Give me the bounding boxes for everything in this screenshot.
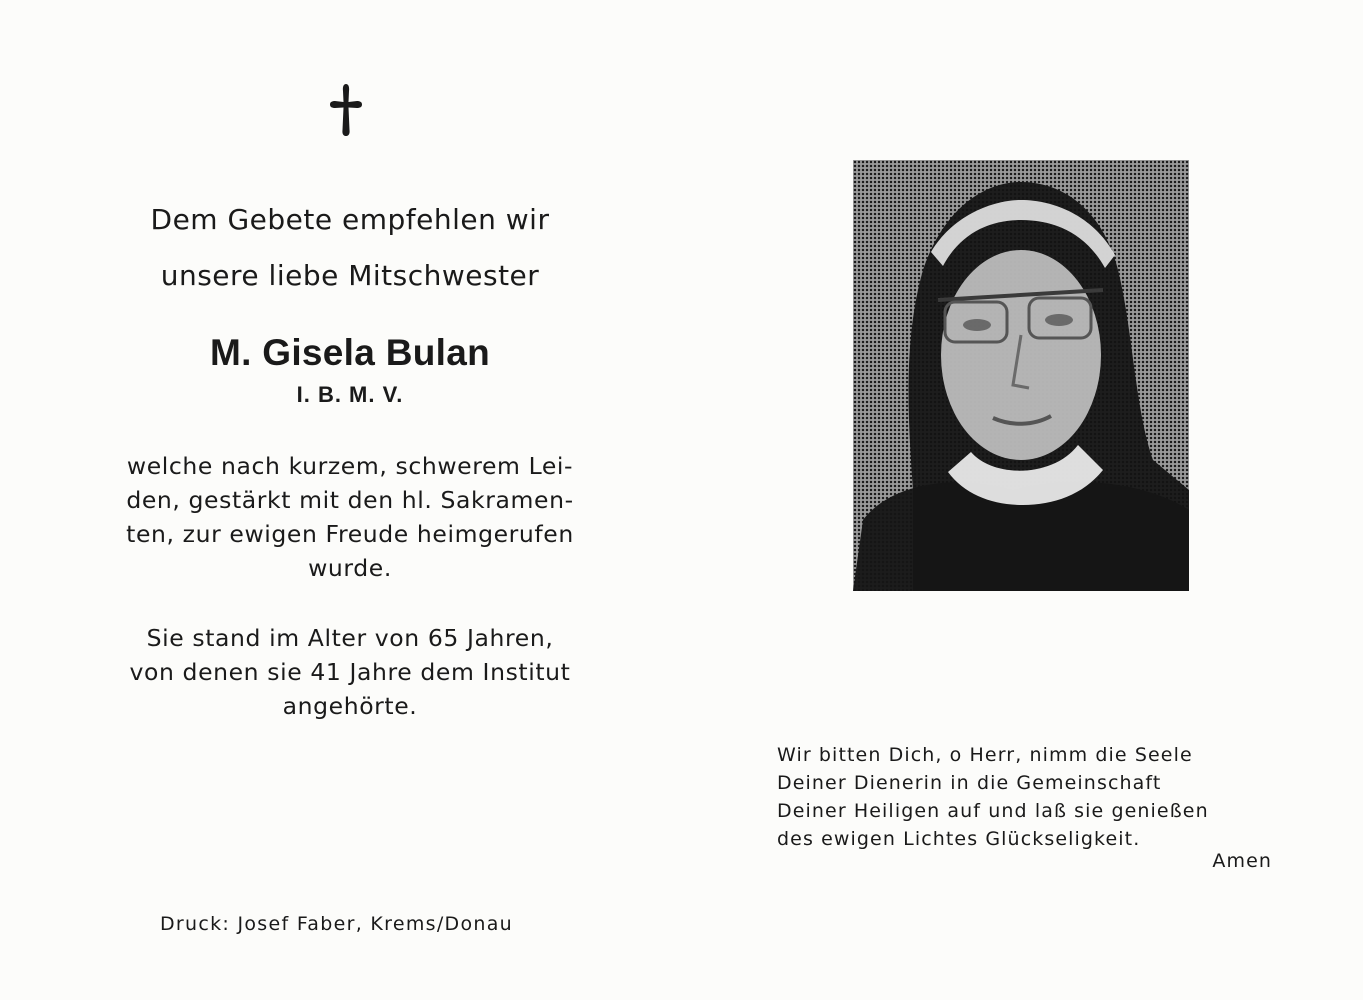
prayer-line: Deiner Heiligen auf und laß sie genießen (777, 800, 1209, 822)
intro-text (95, 192, 605, 304)
age-text (95, 621, 605, 723)
age-text-line: angehörte. (282, 692, 418, 720)
death-text-line: wurde. (308, 554, 392, 582)
death-text-line: den, gestärkt mit den hl. Sakramen- (126, 486, 574, 514)
prayer-line: Deiner Dienerin in die Gemeinschaft (777, 772, 1162, 794)
deceased-name: M. Gisela Bulan (209, 332, 490, 373)
death-text (95, 449, 605, 585)
amen-text: Amen (1212, 850, 1272, 872)
prayer-line: des ewigen Lichtes Glückseligkeit. (777, 828, 1141, 850)
intro-line: Dem Gebete empfehlen wir (150, 203, 550, 236)
age-text-line: von denen sie 41 Jahre dem Institut (129, 658, 571, 686)
printer-credit: Druck: Josef Faber, Krems/Donau (160, 913, 514, 935)
latin-cross-icon (329, 82, 363, 138)
prayer-line: Wir bitten Dich, o Herr, nimm die Seele (777, 744, 1193, 766)
order-abbreviation: I. B. M. V. (296, 382, 404, 407)
portrait-photo (853, 160, 1189, 591)
death-text-line: welche nach kurzem, schwerem Lei- (126, 452, 574, 480)
prayer-text (777, 741, 1277, 853)
death-text-line: ten, zur ewigen Freude heimgerufen (126, 520, 574, 548)
intro-line: unsere liebe Mitschwester (160, 259, 540, 292)
age-text-line: Sie stand im Alter von 65 Jahren, (146, 624, 554, 652)
